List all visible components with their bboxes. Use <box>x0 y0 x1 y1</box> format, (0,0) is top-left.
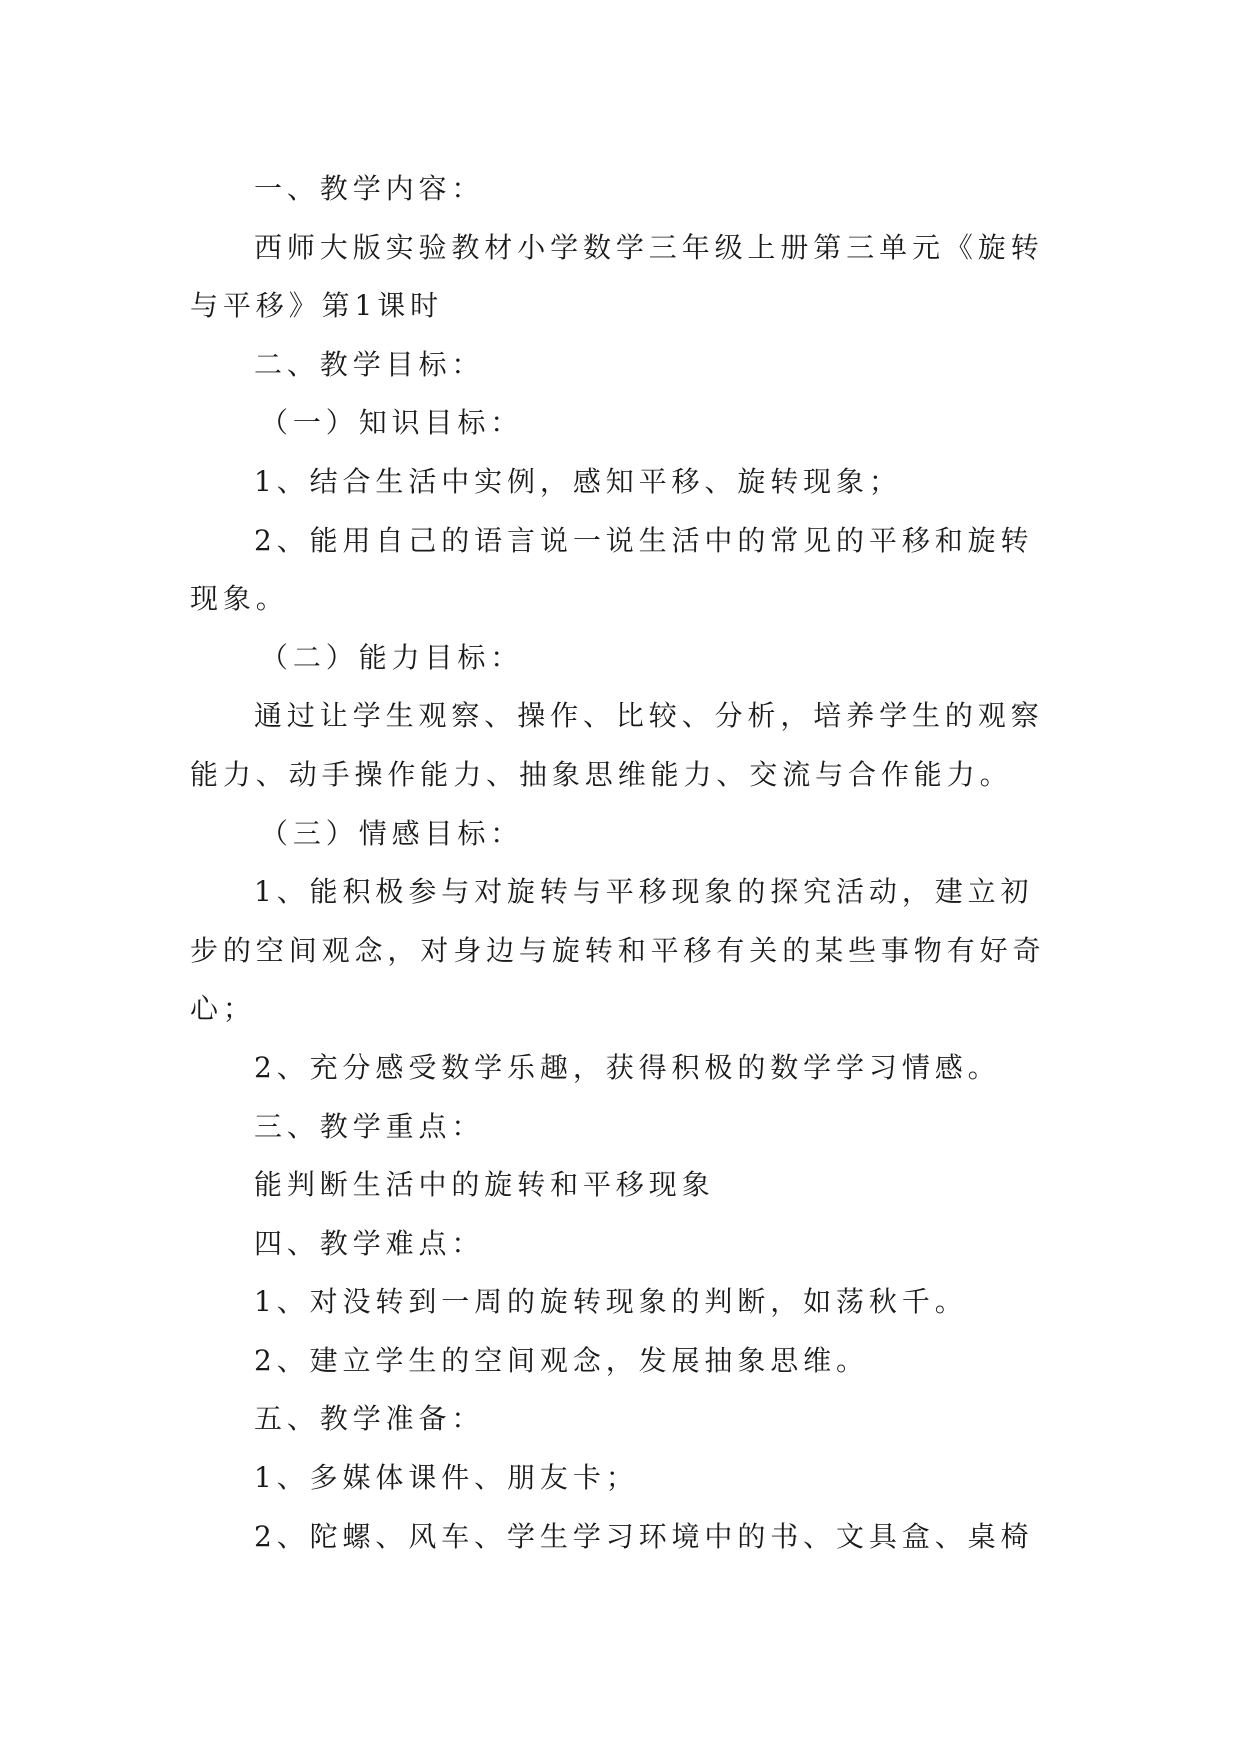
heading-teaching-focus: 三、教学重点： <box>254 1109 485 1143</box>
list-item: 2、陀螺、风车、学生学习环境中的书、文具盒、桌椅 <box>254 1519 1034 1553</box>
paragraph-line: 现象。 <box>190 582 289 616</box>
heading-teaching-goals: 二、教学目标： <box>254 347 485 381</box>
subheading-knowledge-goals: （一）知识目标： <box>260 406 524 440</box>
subheading-ability-goals: （二）能力目标： <box>260 640 524 674</box>
paragraph-line: 与平移》第1课时 <box>190 289 444 323</box>
paragraph-line: 能力、动手操作能力、抽象思维能力、交流与合作能力。 <box>190 757 1013 791</box>
list-item: 2、充分感受数学乐趣，获得积极的数学学习情感。 <box>254 1050 1001 1084</box>
list-item: 1、多媒体课件、朋友卡； <box>254 1461 639 1495</box>
document-body <box>190 160 1050 1566</box>
list-item: 1、结合生活中实例，感知平移、旋转现象； <box>254 464 902 498</box>
paragraph-line: 步的空间观念，对身边与旋转和平移有关的某些事物有好奇 <box>190 933 1046 967</box>
paragraph-line: 能判断生活中的旋转和平移现象 <box>254 1168 715 1202</box>
paragraph-line: 西师大版实验教材小学数学三年级上册第三单元《旋转 <box>254 230 1044 264</box>
heading-teaching-difficulty: 四、教学难点： <box>254 1226 485 1260</box>
list-item: 2、建立学生的空间观念，发展抽象思维。 <box>254 1343 869 1377</box>
list-item: 2、能用自己的语言说一说生活中的常见的平移和旋转 <box>254 523 1034 557</box>
paragraph-line: 通过让学生观察、操作、比较、分析，培养学生的观察 <box>254 699 1044 733</box>
list-item: 1、能积极参与对旋转与平移现象的探究活动，建立初 <box>254 875 1034 909</box>
subheading-emotion-goals: （三）情感目标： <box>260 816 524 850</box>
heading-teaching-content: 一、教学内容： <box>254 172 485 205</box>
paragraph-line: 心； <box>190 992 256 1026</box>
heading-teaching-preparation: 五、教学准备： <box>254 1402 485 1436</box>
list-item: 1、对没转到一周的旋转现象的判断，如荡秋千。 <box>254 1285 968 1319</box>
